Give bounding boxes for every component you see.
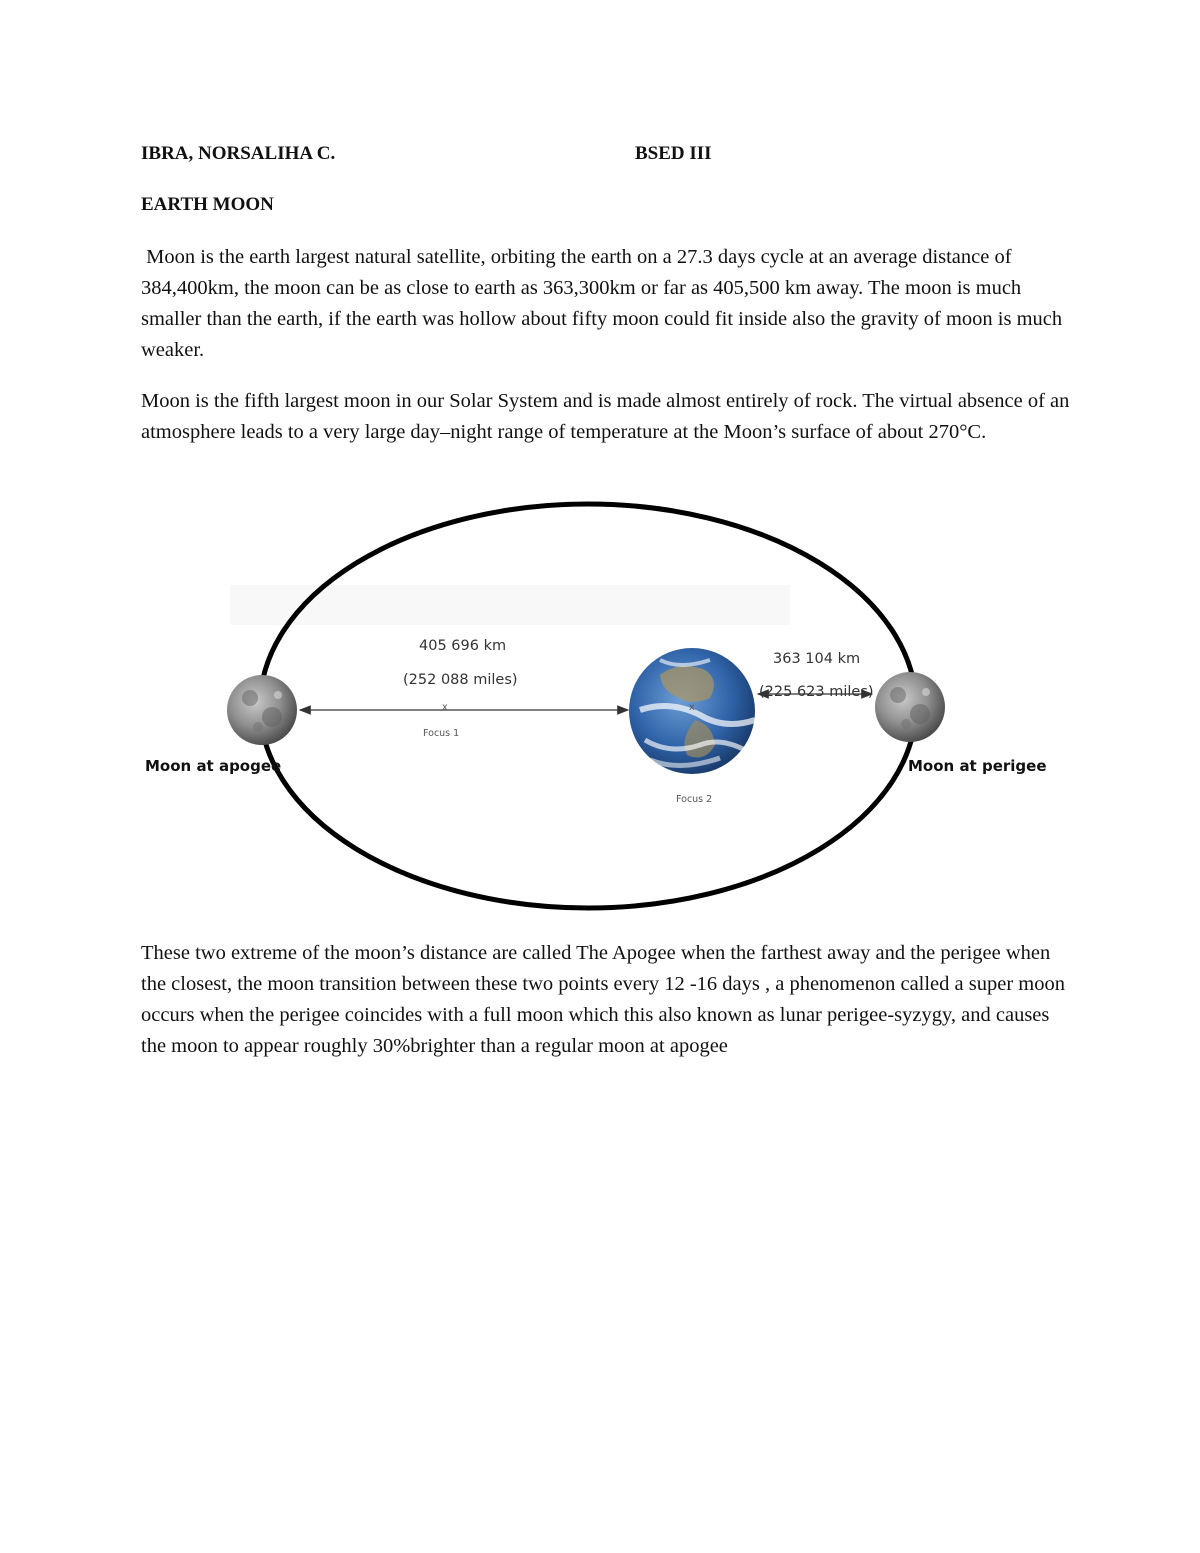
orbit-diagram (120, 495, 1060, 915)
moon-perigee-icon (875, 672, 945, 742)
moon-perigee-label: Moon at perigee (908, 757, 1047, 775)
orbit-diagram-graphic (120, 495, 1060, 915)
orbit-ellipse (260, 504, 916, 908)
paragraph-intro: Moon is the earth largest natural satellite, orbiting the earth on a 27.3 days cycle at an average distance of 384,400km, the moon can be as close to earth as 363,300km or far as 405,500 km away. The moon is much smaller than the earth, if the earth was hollow about fifty moon could fit inside also the gravity of moon is much weaker. (141, 246, 1068, 361)
course-label: BSED III (635, 143, 712, 164)
document-title: EARTH MOON (141, 194, 274, 215)
apogee-km-label: 405 696 km (419, 638, 507, 654)
paragraph-composition: Moon is the fifth largest moon in our Solar System and is made almost entirely of rock. The virtual absence of an atmosphere leads to a very large day–night range of temperature at the Moon’s surface of about 270°C. (141, 390, 1070, 443)
moon-apogee-label: Moon at apogee (145, 757, 282, 775)
focus2-label: Focus 2 (676, 794, 713, 805)
focus2-marker: x (689, 702, 695, 713)
author-name: IBRA, NORSALIHA C. (141, 143, 336, 164)
apogee-miles-label: (252 088 miles) (403, 672, 518, 688)
focus1-marker: x (442, 702, 448, 713)
perigee-km-label: 363 104 km (773, 651, 861, 667)
paragraph-apogee-perigee: These two extreme of the moon’s distance are called The Apogee when the farthest away and the perigee when the closest, the moon transition between these two points every 12 -16 days , a phenomenon called a super moon occurs when the perigee coincides with a full moon which this also known as lunar perigee-syzygy, and causes the moon to appear roughly 30%brighter than a regular moon at apogee (141, 942, 1065, 1057)
moon-apogee-icon (227, 675, 297, 745)
perigee-miles-label: (225 623 miles) (759, 684, 874, 700)
focus1-label: Focus 1 (423, 728, 460, 739)
document-header (141, 143, 941, 171)
